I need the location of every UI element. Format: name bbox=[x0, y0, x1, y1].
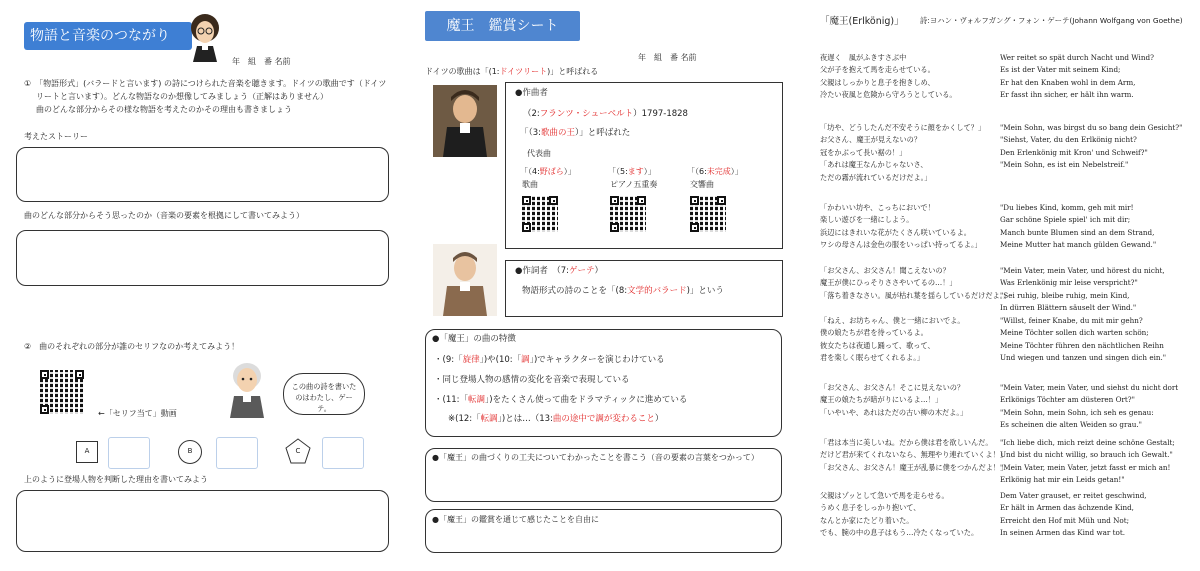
lyrics-title: 「魔王(Erlkönig)」 bbox=[820, 16, 904, 27]
lyric-line: Und bist du nicht willig, so brauch ich Gewalt." bbox=[1000, 450, 1173, 460]
lyric-line: Manch bunte Blumen sind an dem Strand, bbox=[1000, 227, 1155, 237]
lyric-line: 「ねえ、お坊ちゃん、僕と一緒においでよ。 bbox=[820, 316, 965, 325]
lyric-stanza bbox=[1000, 122, 1182, 172]
lyric-line: 浜辺にはきれいな花がたくさん咲いているよ。 bbox=[820, 227, 971, 237]
lyric-line: 父が子を抱えて馬を走らせている。 bbox=[820, 65, 935, 75]
lyric-line: "Mein Vater, mein Vater, jetzt fasst er mich an! bbox=[1000, 462, 1171, 472]
lyricist-heading: ●作詞者 （7:ゲーテ） bbox=[515, 266, 603, 276]
lyric-stanza bbox=[1000, 437, 1175, 487]
qr-code-work-2[interactable] bbox=[610, 196, 646, 232]
goethe-cartoon-icon bbox=[224, 358, 270, 418]
feature-2: ・同じ登場人物の感情の変化を音楽で表現している bbox=[434, 375, 630, 385]
lyric-line: "Willst, feiner Knabe, du mit mir gehn? bbox=[1000, 316, 1143, 325]
name-line: 年 組 番 名前 bbox=[232, 57, 291, 66]
question-1-line-1: ① 「物語形式」(バラードと言います) の詩につけられた音楽を聴きます。ドイツの歌曲です（ドイツ bbox=[24, 79, 387, 88]
lyric-stanza bbox=[1000, 315, 1166, 365]
lyric-line: Erlkönigs Töchter am düsteren Ort?" bbox=[1000, 395, 1135, 405]
lyric-line: 「いやいや、あれはただの古い柳の木だよ。」 bbox=[820, 407, 968, 417]
shape-b-label: B bbox=[187, 447, 193, 455]
name-line: 年 組 番 名前 bbox=[638, 53, 697, 62]
reason-label: 曲のどんな部分からそう思ったのか（音楽の要素を根拠にして書いてみよう） bbox=[24, 211, 304, 220]
lyric-line: うめく息子をしっかり抱いて、 bbox=[820, 503, 921, 513]
lyric-line: 父親はしっかりと息子を抱きしめ、 bbox=[820, 77, 935, 87]
sheet-title-story-music: 物語と音楽のつながり bbox=[24, 22, 192, 50]
lyric-line: Er hält in Armen das ächzende Kind, bbox=[1000, 503, 1134, 513]
lyric-line: In seinen Armen das Kind war tot. bbox=[1000, 528, 1125, 538]
shape-c-label: C bbox=[295, 447, 301, 455]
free-question: ●「魔王」の鑑賞を通じて感じたことを自由に bbox=[432, 515, 599, 524]
lyric-line: 「落ち着きなさい。風が枯れ葉を揺らしているだけだよ。」 bbox=[820, 290, 1011, 300]
lyric-line: Es scheinen die alten Weiden so grau." bbox=[1000, 420, 1142, 430]
lyric-stanza bbox=[1000, 490, 1147, 540]
schubert-cartoon-icon bbox=[185, 10, 225, 62]
lyric-line: 「お父さん、お父さん！そこに見えないの？ bbox=[820, 383, 965, 392]
lyric-line: 「お父さん、お父さん！聞こえないの？ bbox=[820, 266, 950, 275]
lyric-line: "Mein Sohn, mein Sohn, ich seh es genau: bbox=[1000, 407, 1154, 417]
reason-answer-box[interactable] bbox=[16, 230, 389, 286]
lyric-line: Meine Töchter führen den nächtlichen Reihn bbox=[1000, 340, 1164, 350]
qr-code-work-3[interactable] bbox=[690, 196, 726, 232]
work-1-type: 歌曲 bbox=[522, 180, 538, 189]
lyric-stanza bbox=[1000, 382, 1178, 432]
works-heading: 代表曲 bbox=[527, 149, 551, 158]
answer-bracket-b[interactable] bbox=[216, 437, 258, 469]
intro-line: ドイツの歌曲は「(1:ドイツリート)」と呼ばれる bbox=[425, 67, 599, 76]
lyric-line: 「あれは魔王なんかじゃないさ、 bbox=[820, 160, 928, 170]
bottom-reason-label: 上のように登場人物を判断した理由を書いてみよう bbox=[24, 475, 208, 484]
work-1: 「（4:野ばら）」 bbox=[520, 167, 576, 176]
lyric-line: Er hat den Knaben wohl in dem Arm, bbox=[1000, 77, 1136, 87]
feature-1: ・(9:「旋律」)や(10:「調」)でキャラクターを演じわけている bbox=[434, 355, 665, 365]
lyric-line: 魔王が僕にひっそりささやいてるの…！」 bbox=[820, 278, 957, 288]
work-3-type: 交響曲 bbox=[690, 180, 714, 189]
lyric-line: Und wiegen und tanzen und singen dich ein." bbox=[1000, 353, 1167, 363]
composer-line: （2:フランツ・シューベルト）1797-1828 bbox=[523, 109, 688, 119]
lyric-stanza bbox=[1000, 52, 1154, 102]
answer-bracket-c[interactable] bbox=[322, 437, 364, 469]
lyric-line: "Mein Vater, mein Vater, und siehst du nicht dort bbox=[1000, 383, 1179, 392]
lyric-line: "Du liebes Kind, komm, geh mit mir! bbox=[1000, 203, 1134, 212]
lyric-line: だけど君が来てくれないなら、無理やり連れていくよ！」 bbox=[820, 450, 1007, 460]
lyric-stanza bbox=[820, 52, 957, 102]
lyric-line: 魔王の娘たちが暗がりにいるよ…！」 bbox=[820, 395, 943, 405]
lyric-line: "Siehst, Vater, du den Erlkönig nicht? bbox=[1000, 135, 1137, 145]
lyric-stanza bbox=[1000, 202, 1156, 252]
lyric-line: "Sei ruhig, bleibe ruhig, mein Kind, bbox=[1000, 290, 1130, 300]
lyric-stanza bbox=[820, 265, 1010, 302]
lyric-line: ただの霧が流れているだけだよ。」 bbox=[820, 172, 932, 182]
answer-bracket-a[interactable] bbox=[108, 437, 150, 469]
lyric-line: ワシの母さんは金色の服をいっぱい持ってるよ。」 bbox=[820, 240, 982, 250]
lyric-line: 「お父さん、お父さん！魔王が乱暴に僕をつかんだよ！」 bbox=[820, 462, 1008, 472]
lyric-stanza bbox=[820, 490, 978, 540]
lyric-line: 「坊や、どうしたんだ不安そうに顔をかくして？」 bbox=[820, 123, 986, 132]
lyric-line: Wer reitet so spät durch Nacht und Wind? bbox=[1000, 53, 1154, 62]
lyric-line: 冠をかぶって長い裾の！」 bbox=[820, 147, 907, 157]
lyric-line: Erlkönig hat mir ein Leids getan!" bbox=[1000, 475, 1125, 485]
lyric-line: Es ist der Vater mit seinem Kind; bbox=[1000, 65, 1121, 75]
lyric-line: 夜遅く 風がふきすさぶ中 bbox=[820, 53, 907, 62]
schubert-portrait-icon bbox=[433, 85, 497, 157]
lyric-line: 「君は本当に美しいね。だから僕は君を欲しいんだ。 bbox=[820, 438, 993, 447]
lyric-line: でも、腕の中の息子はもう…冷たくなっていた。 bbox=[820, 528, 979, 538]
features-heading: ●「魔王」の曲の特徴 bbox=[432, 334, 516, 344]
shape-a-label: A bbox=[84, 447, 90, 455]
lyric-line: "Ich liebe dich, mich reizt deine schöne Gestalt; bbox=[1000, 438, 1175, 447]
question-1-line-3: 曲のどんな部分からその様な物語を考えたのかその理由も書きましょう bbox=[36, 105, 292, 114]
lyric-line: 君を楽しく眠らせてくれるよ。」 bbox=[820, 353, 924, 363]
lyric-stanza bbox=[820, 315, 965, 365]
lyric-line: お父さん、魔王が見えないの？ bbox=[820, 135, 922, 145]
lyric-line: 「かわいい坊や、こっちにおいで！ bbox=[820, 203, 935, 212]
lyric-stanza bbox=[820, 122, 985, 184]
lyric-line: 彼女たちは夜通し踊って、歌って、 bbox=[820, 340, 935, 350]
lyric-line: なんとか家にたどり着いた。 bbox=[820, 515, 914, 525]
work-3: 「（6:未完成）」 bbox=[687, 167, 743, 176]
lyric-line: 父親はゾッとして急いで馬を走らせる。 bbox=[820, 491, 949, 500]
lyric-line: Meine Mutter hat manch gülden Gewand." bbox=[1000, 240, 1157, 250]
lyric-stanza bbox=[820, 202, 982, 252]
lyric-line: Was Erlenkönig mir leise verspricht?" bbox=[1000, 278, 1138, 288]
question-1-line-2: リートと言います）。どんな物語なのか想像してみましょう（正解はありません） bbox=[36, 92, 328, 101]
goethe-bubble-text: この曲の詩を書いたのはわたし、ゲーテ。 bbox=[291, 382, 357, 413]
lyric-line: In dürren Blättern säuselt der Wind." bbox=[1000, 303, 1137, 313]
lyric-line: 冷たい夜風と危険から守ろうとしている。 bbox=[820, 90, 957, 100]
lyric-line: Gar schöne Spiele spiel' ich mit dir; bbox=[1000, 215, 1131, 225]
goethe-portrait-icon bbox=[433, 244, 497, 316]
qr-code-serif-video[interactable] bbox=[40, 370, 84, 414]
lyric-stanza bbox=[820, 382, 967, 419]
question-2: ② 曲のそれぞれの部分が誰のセリフなのか考えてみよう！ bbox=[24, 342, 240, 351]
lyric-line: "Mein Sohn, es ist ein Nebelstreif." bbox=[1000, 160, 1129, 170]
lyric-line: Dem Vater grauset, er reitet geschwind, bbox=[1000, 491, 1147, 500]
work-2-type: ピアノ五重奏 bbox=[610, 180, 658, 189]
poet-credit: 詩:ヨハン・ヴォルフガング・フォン・ゲーテ(Johann Wolfgang von Goethe) bbox=[920, 16, 1183, 25]
qr-code-work-1[interactable] bbox=[522, 196, 558, 232]
lyric-line: Er fasst ihn sicher, er hält ihn warm. bbox=[1000, 90, 1134, 100]
lyric-line: "Mein Vater, mein Vater, und hörest du nicht, bbox=[1000, 266, 1165, 275]
lyric-line: 僕の娘たちが君を待っているよ。 bbox=[820, 328, 928, 338]
feature-3: ・(11:「転調」)をたくさん使って曲をドラマティックに進めている bbox=[434, 395, 688, 405]
king-of-song-line: 「（3:歌曲の王）」と呼ばれた bbox=[520, 128, 631, 138]
lyric-stanza bbox=[1000, 265, 1165, 315]
composer-heading: ●作曲者 bbox=[515, 88, 548, 98]
story-answer-box[interactable] bbox=[16, 147, 389, 202]
lyric-stanza bbox=[820, 437, 1007, 474]
composition-question: ●「魔王」の曲づくりの工夫についてわかったことを書こう（音の要素の言葉をつかって） bbox=[432, 453, 759, 462]
bottom-answer-box[interactable] bbox=[16, 490, 389, 552]
feature-4: ※(12:「転調」)とは…（13:曲の途中で調が変わること） bbox=[448, 414, 664, 424]
lyric-line: Meine Töchter sollen dich warten schön; bbox=[1000, 328, 1149, 338]
story-label: 考えたストーリー bbox=[24, 132, 88, 141]
work-2: 「（5:ます）」 bbox=[608, 167, 656, 176]
lyric-line: 楽しい遊びを一緒にしよう。 bbox=[820, 215, 914, 225]
lyric-line: Den Erlenkönig mit Kron' und Schweif?" bbox=[1000, 147, 1148, 157]
lyric-line: "Mein Sohn, was birgst du so bang dein Gesicht?" bbox=[1000, 123, 1183, 132]
lyric-line: Erreicht den Hof mit Müh und Not; bbox=[1000, 515, 1130, 525]
serif-video-label: ←「セリフ当て」動画 bbox=[98, 409, 177, 418]
ballad-line: 物語形式の詩のことを「(8:文学的バラード)」という bbox=[522, 286, 724, 296]
sheet-title-erlkonig: 魔王 鑑賞シート bbox=[425, 11, 580, 41]
